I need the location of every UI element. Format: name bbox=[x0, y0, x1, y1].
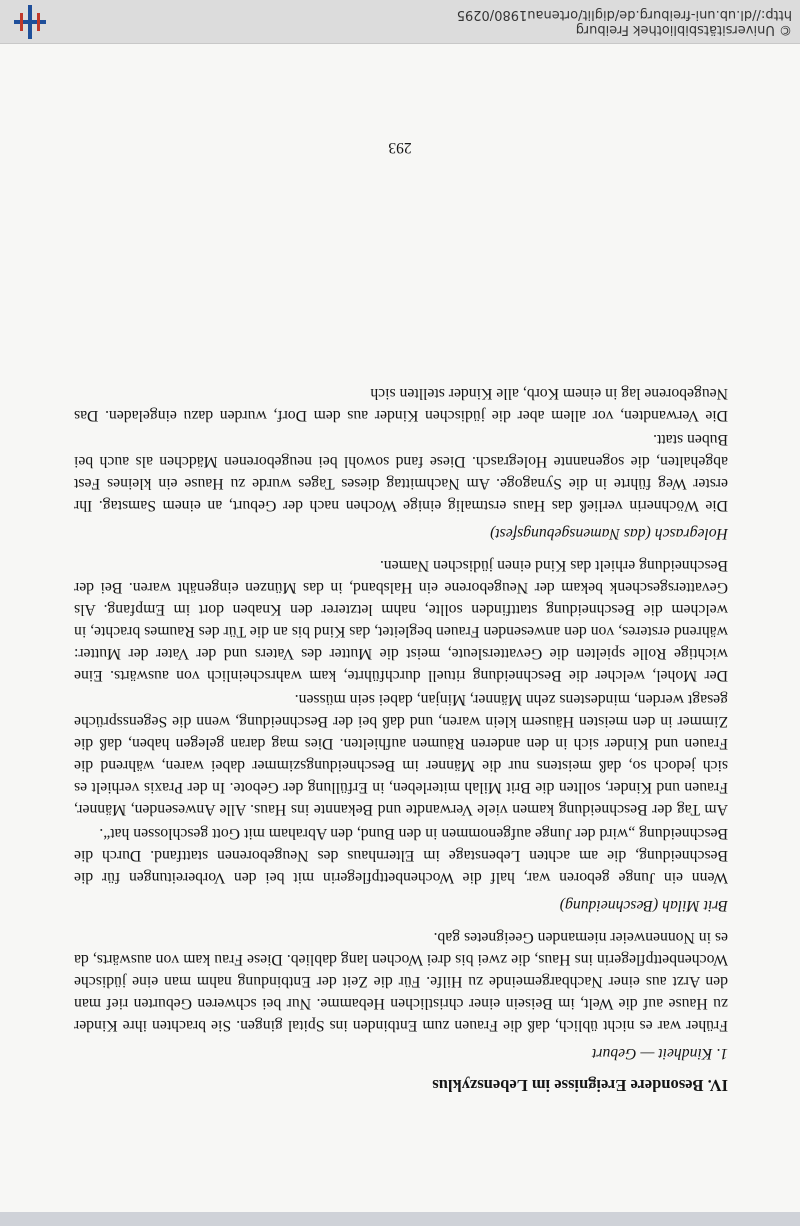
section-title: IV. Besondere Ereignisse im Lebenszyklus bbox=[432, 1076, 728, 1095]
paragraph: Früher war es nicht üblich, daß die Frauen zum Entbinden ins Spital gingen. Sie brachten ihre Kinder zu Hause auf die Welt, im Beisein einer christlichen Hebamme. Nur bei schweren Geburten rief man den Arzt aus einer Nachbargemeinde zu Hilfe. Für die Zeit der Entbindung nahm man eine jüdische Wochenbettpflegerin ins Haus, die zwei bis drei Wochen lang dablieb. Diese Frau kam von auswärts, da es in Nonnenweier niemanden Geeignetes gab. bbox=[74, 929, 728, 1034]
footer-text bbox=[72, 7, 792, 37]
source-url-link[interactable]: http://dl.ub.uni-freiburg.de/diglit/ortenau1980/0295 bbox=[456, 7, 792, 22]
scan-edge bbox=[0, 1212, 800, 1226]
page-number: 293 bbox=[388, 139, 412, 156]
subheading-holegrasch: Holegrasch (das Namensgebungsfest) bbox=[490, 525, 728, 542]
paragraph: Wenn ein Junge geboren war, half die Wochenbettpflegerin mit bei den Vorbereitungen für die Beschneidung, die am achten Lebenstage im Elternhaus des Neugeborenen stattfand. Durch die Beschneidung „wird der Junge aufgenommen in den Bund, den Abraham mit Gott geschlossen hat“. bbox=[74, 825, 728, 886]
subheading-brit-milah: Brit Milah (Beschneidung) bbox=[559, 897, 728, 914]
paragraph: Der Mohel, welcher die Beschneidung rituell durchführte, kam wahrscheinlich von auswärts. Eine wichtige Rolle spielten die Gevattersleute, meist die Mutter des Vaters und der Vater der Mutter: während ersteres, von den anwesenden Frauen begleitet, das Kind bis an die Tür des Raumes brachte, in welchem die Beschneidung stattfinden sollte, nahm letzterer den Knaben dort im Empfang. Als Gevattersgeschenk bekam der Neugeborene ein Halsband, in das Münzen eingenäht waren. Bei der Beschneidung erhielt das Kind einen jüdischen Namen. bbox=[74, 557, 728, 684]
page-body bbox=[74, 380, 728, 1096]
subsection-title: 1. Kindheit — Geburt bbox=[592, 1045, 728, 1062]
paragraph: Die Verwandten, vor allem aber die jüdischen Kinder aus dem Dorf, wurden dazu eingeladen. Das Neugeborene lag in einem Korb, alle Kinder stellten sich bbox=[74, 385, 728, 424]
paragraph: Die Wöchnerin verließ das Haus erstmalig einige Wochen nach der Geburt, an einem Samstag. Ihr erster Weg führte in die Synagoge. Am Nachmittag dieses Tages wurde zu Hause ein kleines Fest abgehalten, die sogenannte Holegrasch. Diese fand sowohl bei neugeborenen Mädchen als auch bei Buben statt. bbox=[74, 431, 728, 514]
footer-bar bbox=[0, 0, 800, 44]
library-logo-icon bbox=[12, 5, 48, 39]
paragraph: Am Tag der Beschneidung kamen viele Verwandte und Bekannte ins Haus. Alle Anwesenden, Männer, Frauen und Kinder, sollten die Brit Milah miterleben, in Erfüllung der Gebote. In der Praxis verhielt es sich jedoch so, daß meistens nur die Männer im Beschneidungszimmer dabei waren, während die Frauen und Kinder sich in den anderen Räumen aufhielten. Dies mag daran gelegen haben, daß die Zimmer in den meisten Häusern klein waren, und daß bei der Beschneidung, wenn die Segenssprüche gesagt werden, mindestens zehn Männer, Minjan, dabei sein müssen. bbox=[74, 691, 728, 818]
copyright-text: © Universitätsbibliothek Freiburg bbox=[575, 22, 792, 37]
